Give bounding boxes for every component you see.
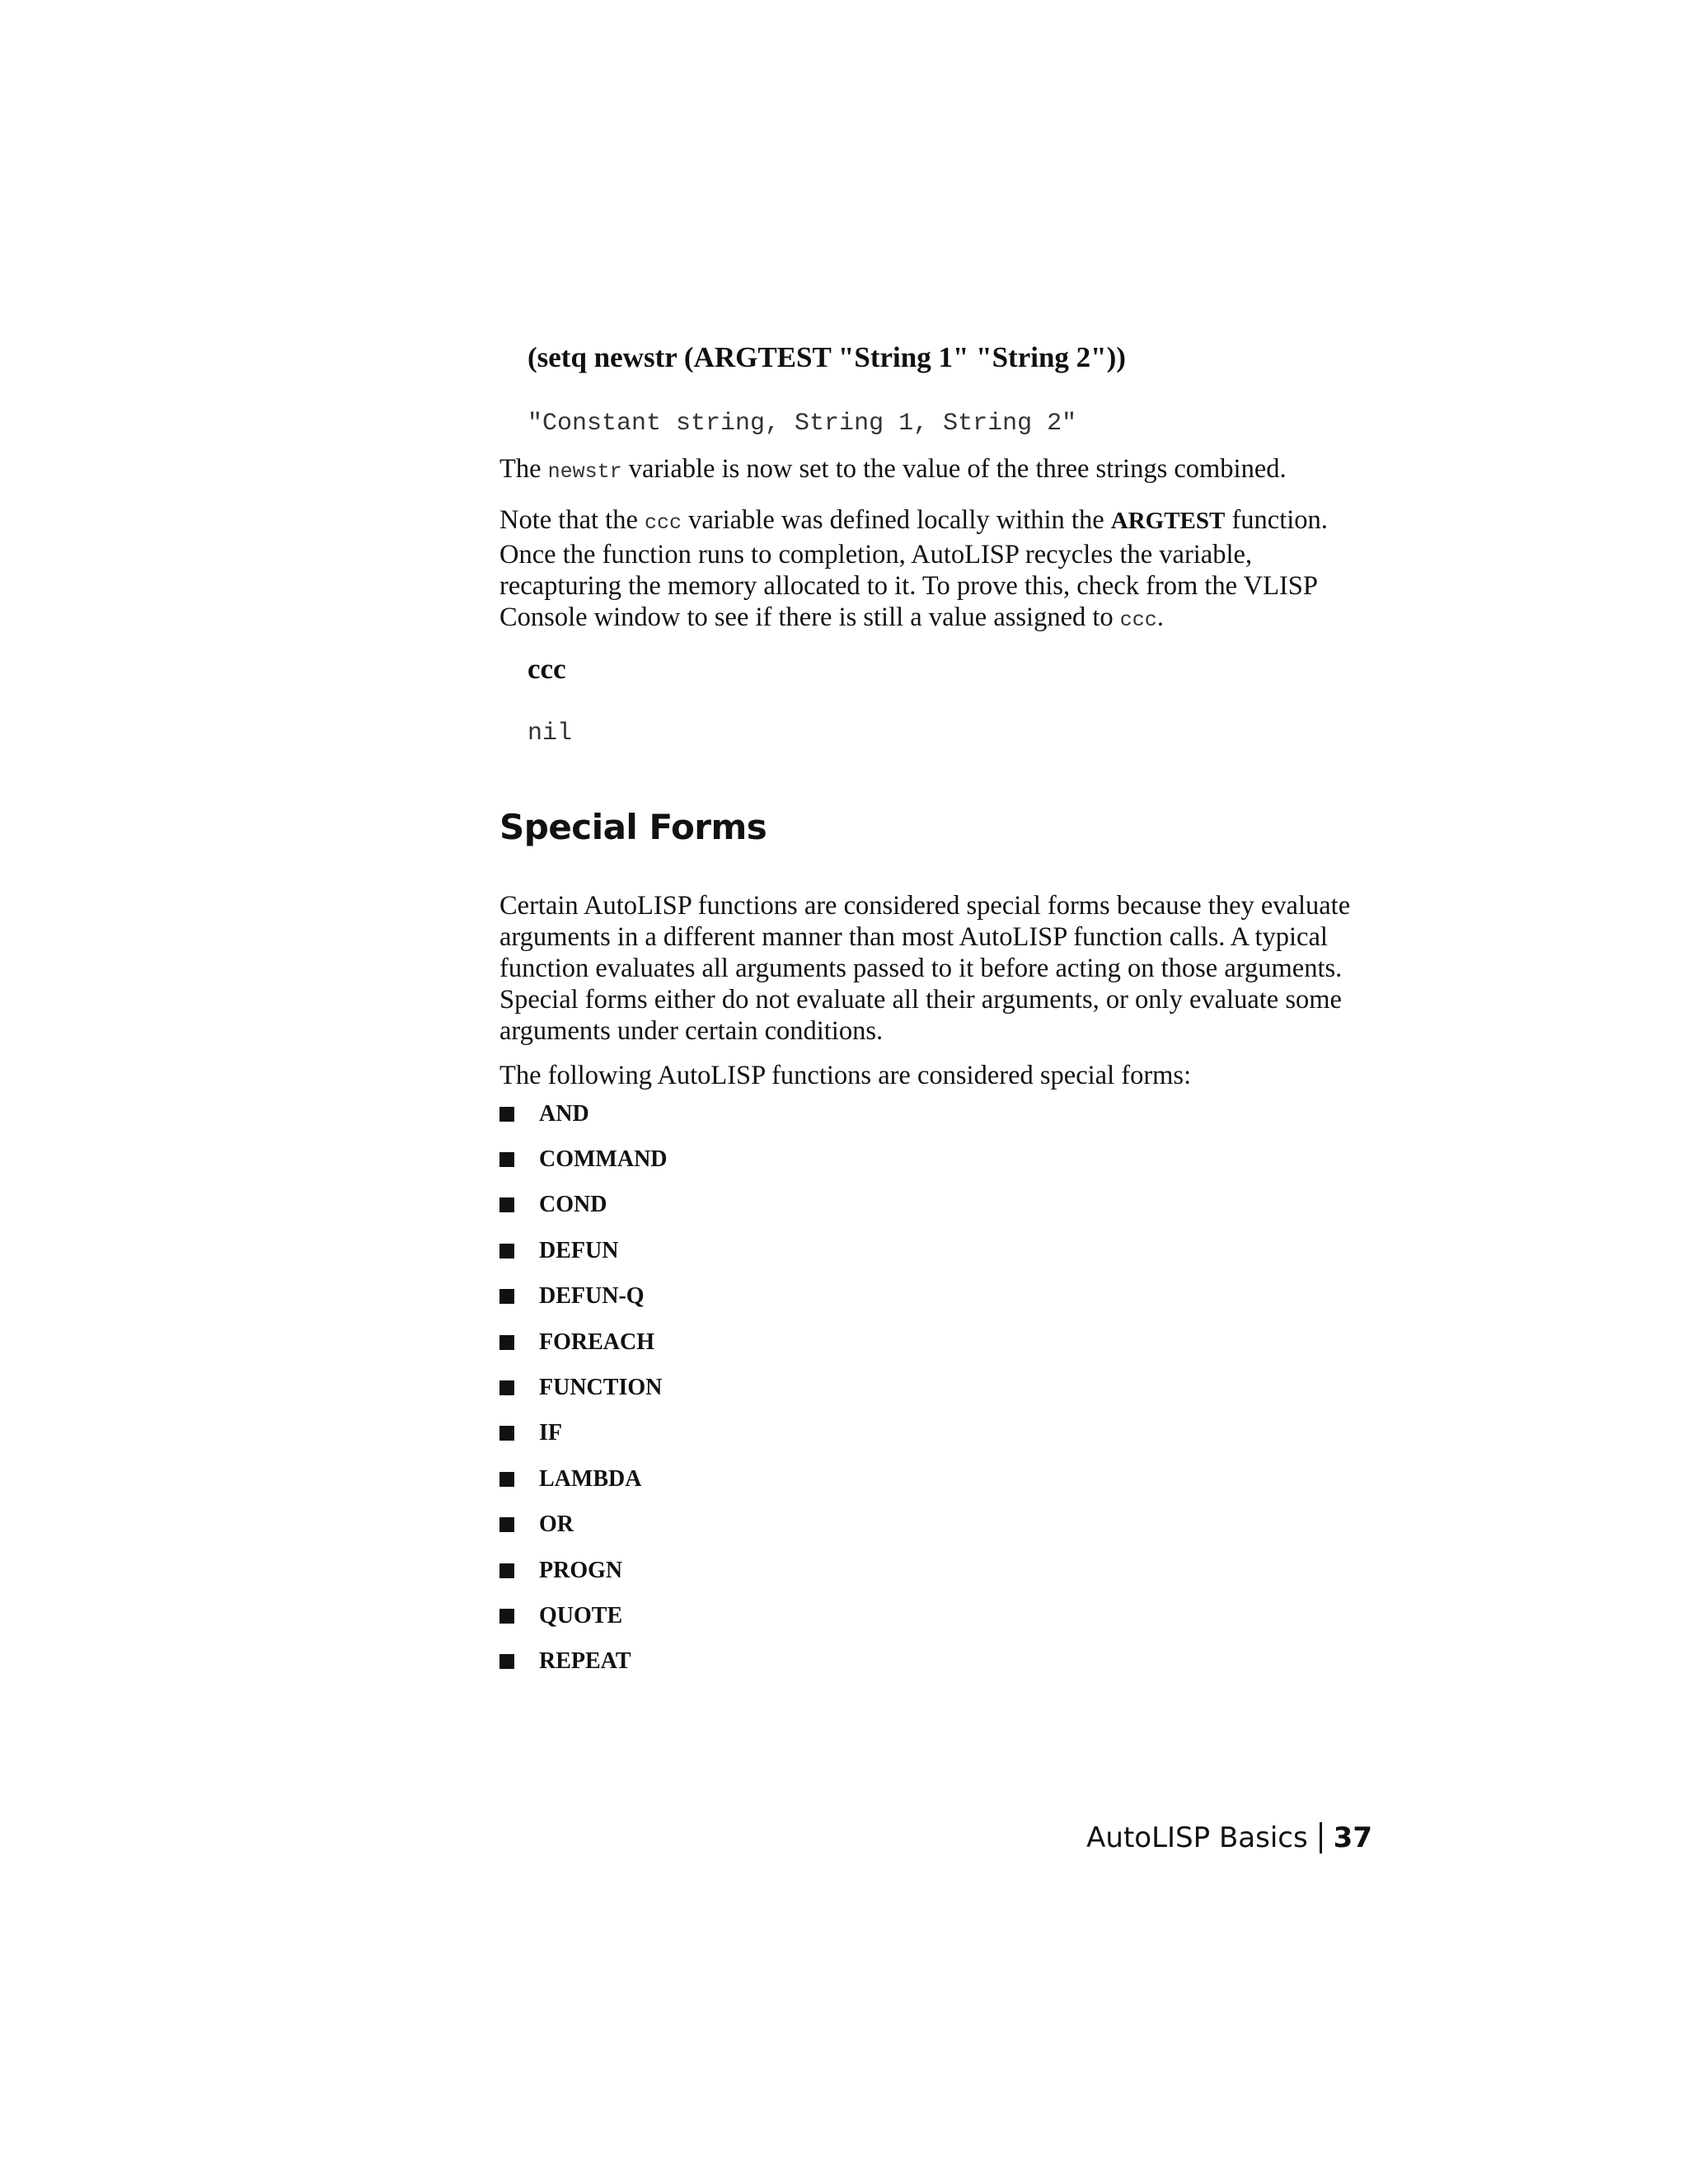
list-item-label: DEFUN [539, 1237, 619, 1263]
list-item [499, 1228, 668, 1273]
paragraph-newstr [499, 453, 1373, 488]
list-item [499, 1548, 668, 1593]
bullet-square-icon [499, 1609, 514, 1624]
special-forms-list [499, 1091, 668, 1685]
inline-code: ccc [645, 511, 682, 535]
bullet-square-icon [499, 1654, 514, 1669]
code-output-argtest: "Constant string, String 1, String 2" [528, 410, 1077, 438]
list-item-label: OR [539, 1511, 574, 1538]
function-name: ARGTEST [1110, 508, 1226, 534]
list-item [499, 1456, 668, 1502]
inline-code: newstr [547, 460, 622, 484]
bullet-square-icon [499, 1517, 514, 1532]
list-item [499, 1319, 668, 1365]
list-item [499, 1593, 668, 1638]
page-footer [1086, 1820, 1372, 1856]
bullet-square-icon [499, 1335, 514, 1350]
list-item [499, 1183, 668, 1228]
code-input-argtest: (setq newstr (ARGTEST "String 1" "String 2")) [528, 341, 1126, 373]
paragraph-special-forms-intro: Certain AutoLISP functions are considered special forms because they evaluate arguments in a different manner than most AutoLISP function calls. A typical function evaluates all arguments passed to it before acting on those arguments. Special forms either do not evaluate all their arguments, or only evaluate some arguments under certain conditions. [499, 891, 1351, 1046]
paragraph-text: variable is now set to the value of the three strings combined. [621, 454, 1287, 484]
bullet-square-icon [499, 1152, 514, 1167]
list-item-label: REPEAT [539, 1648, 631, 1675]
paragraph-text: Note that the [499, 505, 645, 535]
bullet-square-icon [499, 1197, 514, 1212]
list-item-label: PROGN [539, 1557, 623, 1583]
list-item [499, 1274, 668, 1319]
list-item-label: COND [539, 1192, 607, 1218]
list-item [499, 1091, 668, 1137]
footer-separator [1320, 1822, 1322, 1854]
list-item-label: FUNCTION [539, 1375, 663, 1401]
bullet-square-icon [499, 1107, 514, 1122]
list-item [499, 1411, 668, 1456]
list-item [499, 1639, 668, 1685]
list-item [499, 1137, 668, 1182]
paragraph-special-forms-list-intro: The following AutoLISP functions are considered special forms: [499, 1061, 1192, 1090]
inline-code: ccc [1119, 608, 1157, 632]
paragraph-text: variable was defined locally within the [682, 505, 1111, 535]
paragraph-text: The [499, 454, 548, 484]
paragraph-ccc-local [499, 504, 1373, 636]
list-item-label: QUOTE [539, 1602, 623, 1629]
section-heading: Special Forms [499, 807, 767, 847]
bullet-square-icon [499, 1244, 514, 1258]
list-item-label: LAMBDA [539, 1465, 642, 1492]
bullet-square-icon [499, 1426, 514, 1441]
list-item [499, 1502, 668, 1548]
bullet-square-icon [499, 1289, 514, 1304]
paragraph-text: function. Once the function runs to completion, AutoLISP recycles the variable, recapturing the memory allocated to it. To prove this, check from the VLISP Console window to see if there is still a value assigned to [499, 505, 1328, 632]
footer-title: AutoLISP Basics [1086, 1821, 1308, 1854]
list-item-label: IF [539, 1420, 562, 1446]
code-input-ccc: ccc [528, 653, 566, 685]
code-output-nil: nil [528, 719, 573, 748]
list-item-label: FOREACH [539, 1329, 654, 1355]
list-item-label: AND [539, 1100, 589, 1127]
bullet-square-icon [499, 1472, 514, 1487]
paragraph-text: . [1156, 602, 1164, 632]
page-number: 37 [1333, 1821, 1372, 1854]
list-item-label: DEFUN-Q [539, 1283, 645, 1310]
list-item [499, 1365, 668, 1410]
list-item-label: COMMAND [539, 1146, 668, 1173]
bullet-square-icon [499, 1380, 514, 1395]
bullet-square-icon [499, 1563, 514, 1578]
